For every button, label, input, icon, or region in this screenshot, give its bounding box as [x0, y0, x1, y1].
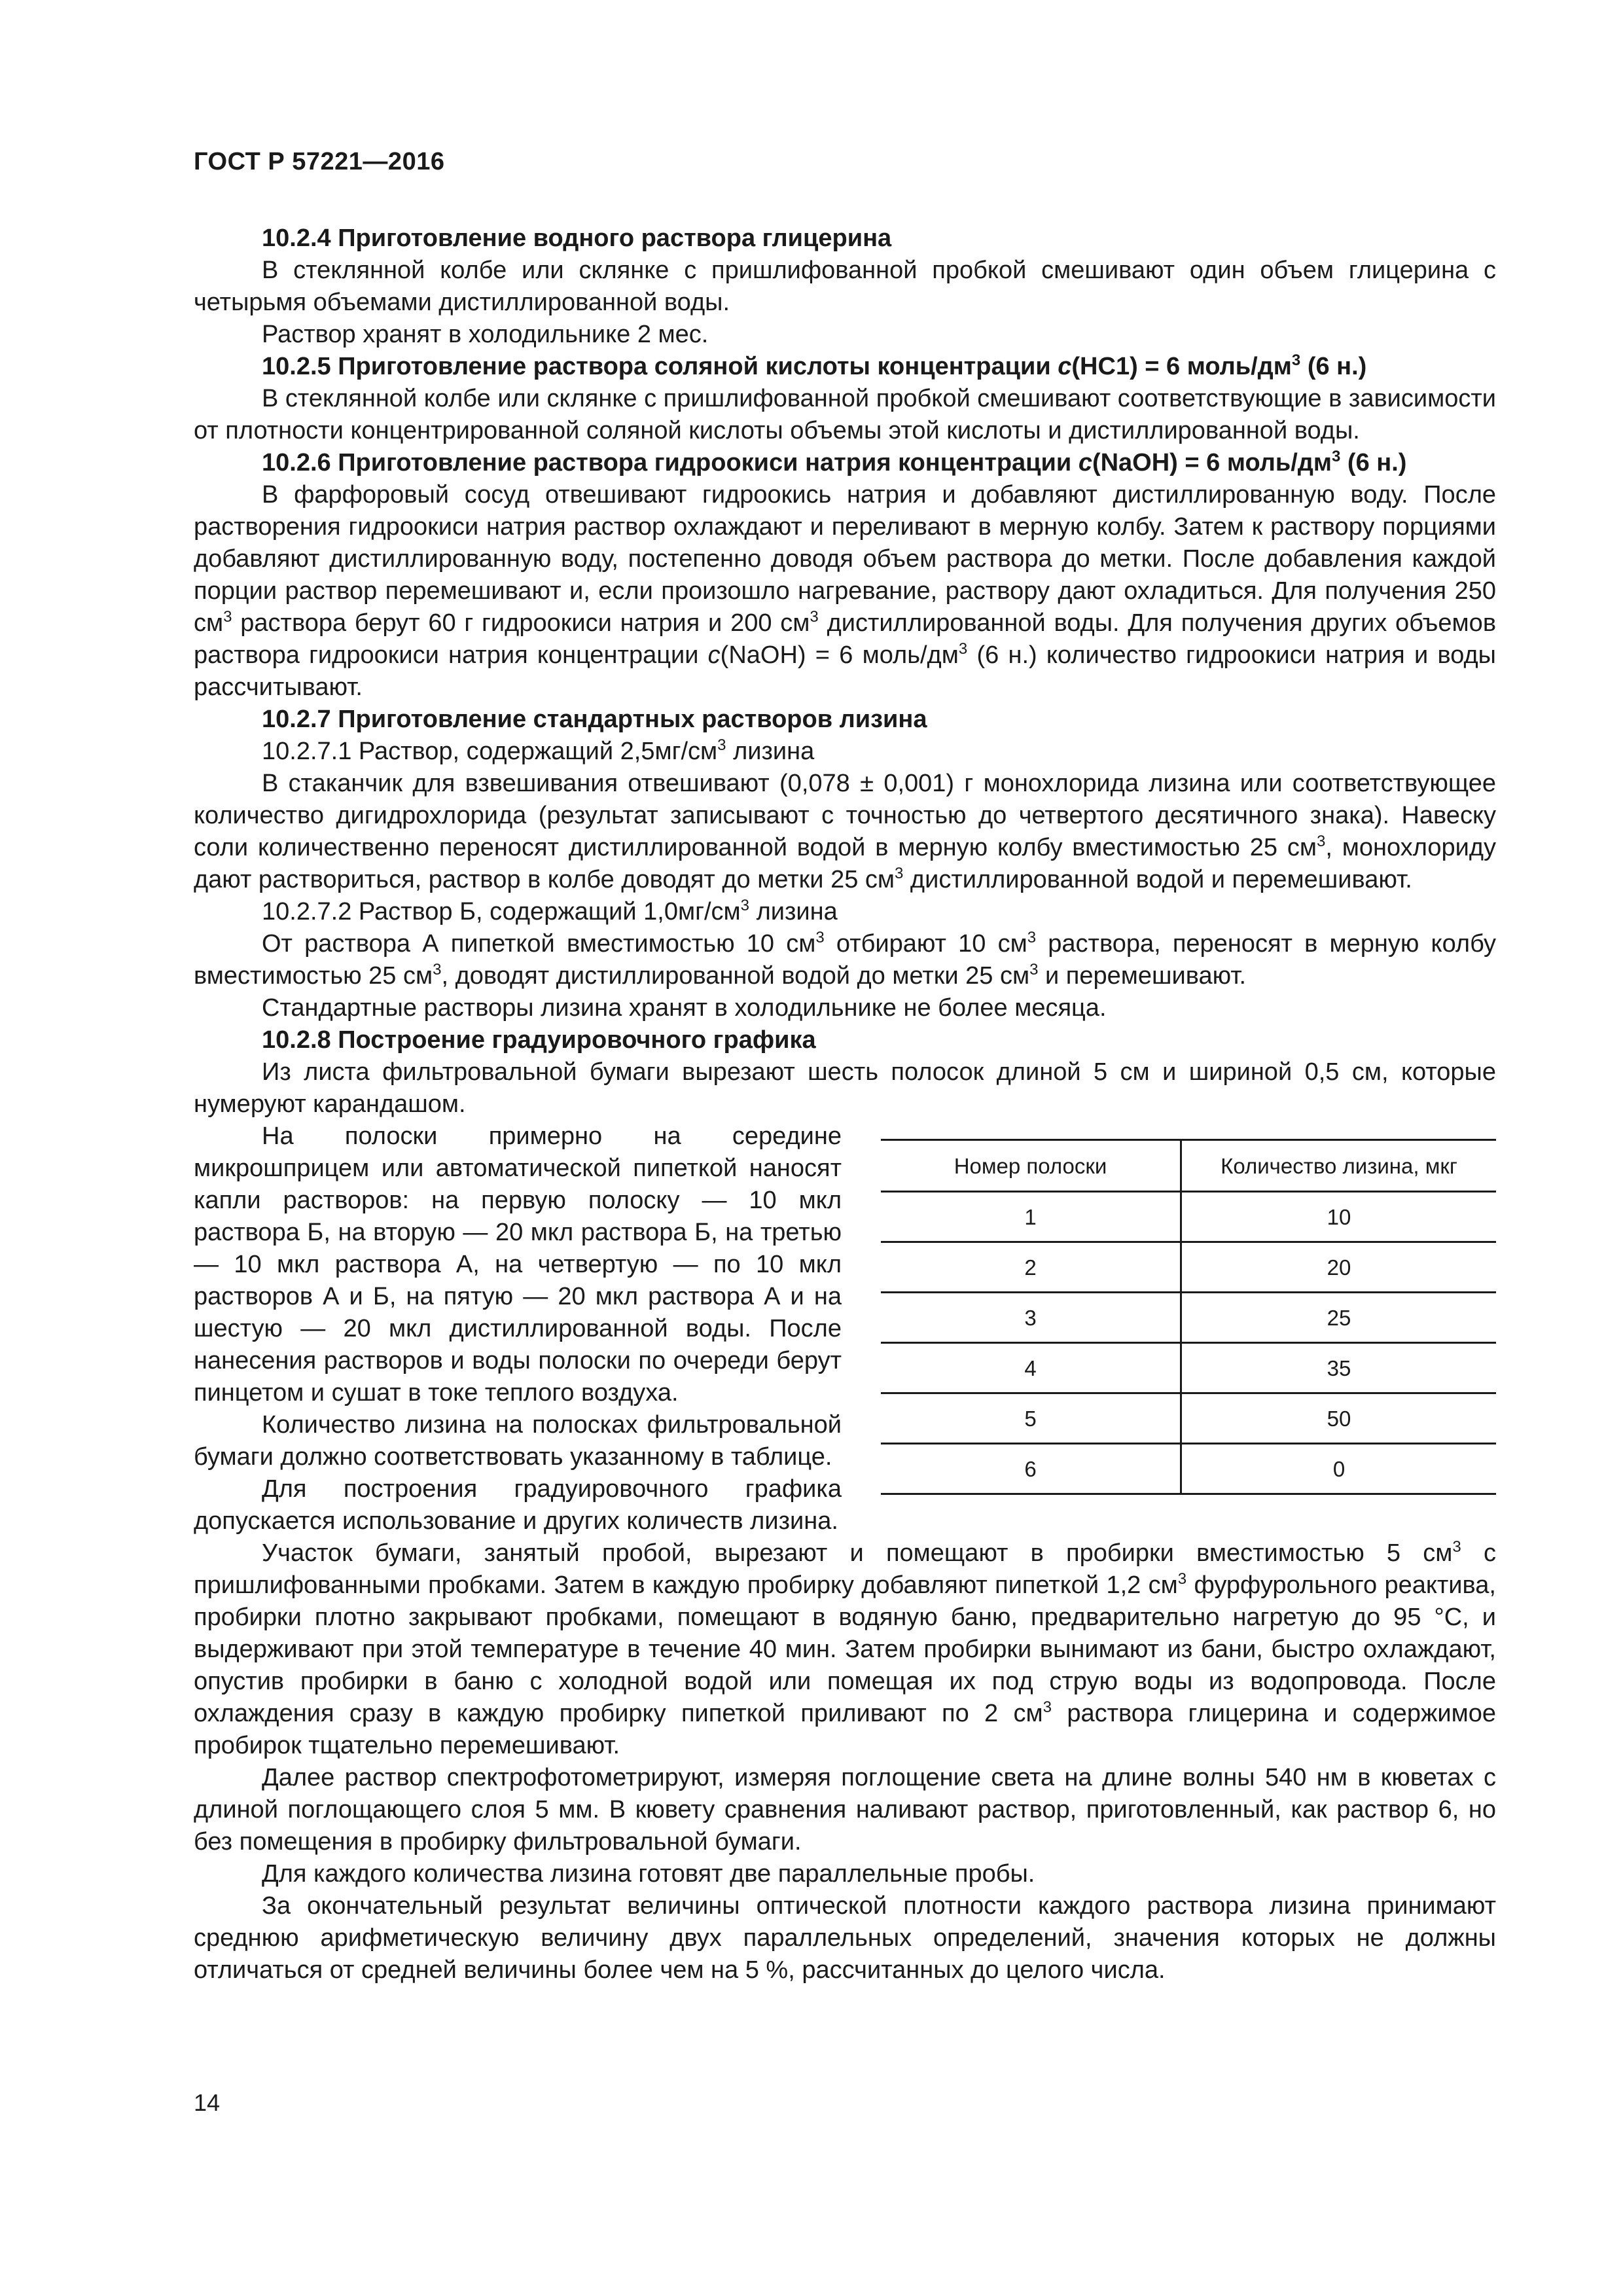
table-cell: 5: [881, 1393, 1181, 1444]
subsection-title-10-2-7-2: 10.2.7.2 Раствор Б, содержащий $1,0мг/см^3$ лизина: [262, 897, 838, 925]
table-cell: 6: [881, 1444, 1181, 1494]
paragraph: В стаканчик для взвешивания отвешивают (0,078 ± 0,001) г монохлорида лизина или соответствующее количество дигидрохлорида (результат записывают с точностью до четвертого десятичного знака). Навеску соли количественно переносят дистиллированной водой в мерную колбу вместимостью 25 $см^3$, монохлориду дают раствориться, раствор в колбе доводят до метки 25 $см^3$ дистиллированной водой и перемешивают.: [194, 770, 1497, 893]
table-cell: 10: [1181, 1192, 1497, 1242]
table-row: [881, 1393, 1496, 1444]
section-title-10-2-7: 10.2.7 Приготовление стандартных растворов лизина: [262, 706, 927, 733]
document-body: [194, 223, 1496, 1986]
table-cell: 4: [881, 1343, 1181, 1393]
paragraph: Раствор хранят в холодильнике 2 мес.: [262, 321, 709, 348]
table-cell: 0: [1181, 1444, 1497, 1494]
paragraph: На полоски примерно на середине микрошприцем или автоматической пипеткой наносят капли растворов: на первую полоску — 10 мкл раствора Б, на вторую — 20 мкл раствора Б, на третью — 10 мкл раствора А, на четвертую — по 10 мкл растворов А и Б, на пятую — 20 мкл раствора А и на шестую — 20 мкл дистиллированной воды. После нанесения растворов и воды полоски по очереди берут пинцетом и сушат в токе теплого воздуха.: [194, 1122, 842, 1407]
table-cell: 3: [881, 1293, 1181, 1343]
paragraph: Из листа фильтровальной бумаги вырезают шесть полосок длиной 5 см и шириной 0,5 см, которые нумеруют карандашом.: [194, 1058, 1496, 1118]
table-header-cell: Количество лизина, мкг: [1181, 1140, 1497, 1192]
section-title-10-2-4: 10.2.4 Приготовление водного раствора глицерина: [262, 224, 892, 252]
paragraph: Количество лизина на полосках фильтровальной бумаги должно соответствовать указанному в таблице.: [194, 1411, 842, 1471]
paragraph: Далее раствор спектрофотометрируют, измеряя поглощение света на длине волны 540 нм в кюветах с длиной поглощающего слоя 5 мм. В кювету сравнения наливают раствор, приготовленный, как раствор 6, но без помещения в пробирку фильтровальной бумаги.: [194, 1764, 1496, 1856]
paragraph: В стеклянной колбе или склянке с пришлифованной пробкой смешивают один объем глицерина с четырьмя объемами дистиллированной воды.: [194, 257, 1496, 316]
lysine-amount-table: [881, 1139, 1496, 1495]
table-row: [881, 1242, 1496, 1293]
table-cell: 20: [1181, 1242, 1497, 1293]
section-title-10-2-6: 10.2.6 Приготовление раствора гидроокиси натрия концентрации c(NaOH) = 6 моль/$дм^3$ (6 н.): [262, 448, 1407, 476]
paragraph: В стеклянной колбе или склянке с пришлифованной пробкой смешивают соответствующие в зависимости от плотности концентрированной соляной кислоты объемы этой кислоты и дистиллированной воды.: [194, 385, 1496, 444]
table-cell: 2: [881, 1242, 1181, 1293]
table-cell: 35: [1181, 1343, 1497, 1393]
document-header: ГОСТ Р 57221—2016: [194, 148, 445, 175]
table-row: [881, 1444, 1496, 1494]
paragraph: Участок бумаги, занятый пробой, вырезают и помещают в пробирки вместимостью 5 $см^3$ с пришлифованными пробками. Затем в каждую пробирку добавляют пипеткой 1,2 $см^3$ фурфурольного реактива, пробирки плотно закрывают пробками, помещают в водяную баню, предварительно нагретую до 95 °С, и выдерживают при этой температуре в течение 40 мин. Затем пробирки вынимают из бани, быстро охлаждают, опустив пробирки в баню с холодной водой или помещая их под струю воды из водопровода. После охлаждения сразу в каждую пробирку пипеткой приливают по 2 $см^3$ раствора глицерина и содержимое пробирок тщательно перемешивают.: [194, 1538, 1496, 1759]
table-cell: 1: [881, 1192, 1181, 1242]
paragraph: Для построения градуировочного графика допускается использование и других количеств лизина.: [194, 1475, 842, 1535]
lysine-table-container: [881, 1139, 1496, 1495]
section-title-10-2-8: 10.2.8 Построение градуировочного графика: [262, 1026, 816, 1054]
table-row: [881, 1192, 1496, 1242]
text-with-table: [194, 1121, 1496, 1762]
paragraph: Стандартные растворы лизина хранят в холодильнике не более месяца.: [262, 994, 1107, 1022]
subsection-title-10-2-7-1: 10.2.7.1 Раствор, содержащий $2,5мг/см^3$ лизина: [262, 736, 815, 765]
table-row: [881, 1343, 1496, 1393]
section-title-10-2-5: 10.2.5 Приготовление раствора соляной кислоты концентрации c(НС1) = 6 моль/$дм^3$ (6 н.): [262, 351, 1367, 380]
paragraph: Для каждого количества лизина готовят две параллельные пробы.: [262, 1860, 1035, 1888]
table-row: [881, 1293, 1496, 1343]
paragraph: В фарфоровый сосуд отвешивают гидроокись натрия и добавляют дистиллированную воду. После растворения гидроокиси натрия раствор охлаждают и переливают в мерную колбу. Затем к раствору порциями добавляют дистиллированную воду, постепенно доводя объем раствора до метки. После добавления каждой порции раствор перемешивают и, если произошло нагревание, раствору дают охладиться. Для получения 250 $см^3$ раствора берут 60 г гидроокиси натрия и 200 $см^3$ дистиллированной воды. Для получения других объемов раствора гидроокиси натрия концентрации c(NaOH) = 6 моль/$дм^3$ (6 н.) количество гидроокиси натрия и воды рассчитывают.: [194, 481, 1497, 701]
table-header-cell: Номер полоски: [881, 1140, 1181, 1192]
table-cell: 50: [1181, 1393, 1497, 1444]
paragraph: От раствора А пипеткой вместимостью 10 $см^3$ отбирают 10 $см^3$ раствора, переносят в мерную колбу вместимостью 25 $см^3$, доводят дистиллированной водой до метки 25 $см^3$ и перемешивают.: [194, 929, 1497, 990]
paragraph: За окончательный результат величины оптической плотности каждого раствора лизина принимают среднюю арифметическую величину двух параллельных определений, значения которых не должны отличаться от средней величины более чем на 5 %, рассчитанных до целого числа.: [194, 1892, 1496, 1984]
table-header-row: [881, 1140, 1496, 1192]
page-number: 14: [194, 2089, 221, 2116]
table-cell: 25: [1181, 1293, 1497, 1343]
